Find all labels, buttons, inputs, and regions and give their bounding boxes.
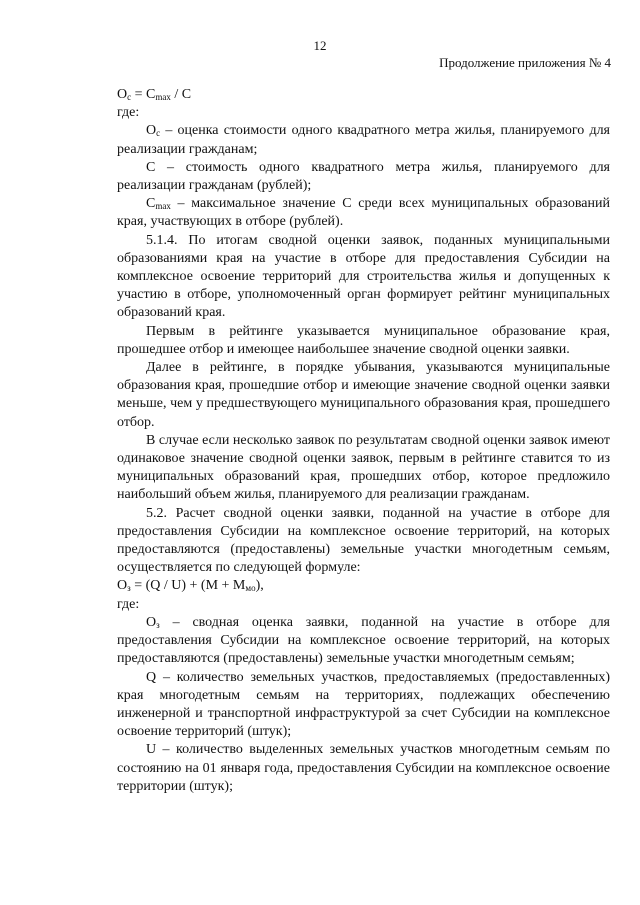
formula-oz-tail: ), (255, 578, 264, 594)
definition-q: Q – количество земельных участков, предоставляемых (предоставленных) края многодетным семьям на территориях, подлежащих обеспечению инженерной и транспортной инфраструктурой за счет Субсидии на комплексное освоение территорий (штук); (117, 669, 610, 740)
paragraph-equal-scores: В случае если несколько заявок по результатам сводной оценки заявок имеют одинаковое значение сводной оценки заявок, первым в рейтинге ставится то из муниципальных образований края, прошедших отбор, которое предложило наибольший объем жилья, планируемого для реализации гражданам. (117, 432, 610, 503)
definition-cmax-text: – максимальное значение С среди всех муниципальных образований края, участвующих в отборе (рублей). (117, 196, 610, 230)
formula-oc-lhs-sub: с (127, 92, 132, 102)
definition-cmax-sub: max (155, 201, 171, 212)
definition-oc-symbol: О (146, 123, 157, 139)
formula-oz-lhs-sub: з (127, 583, 131, 594)
document-body (117, 86, 610, 796)
formula-oc-max-sub: max (155, 92, 171, 102)
definition-oz-symbol: О (146, 614, 157, 630)
page-number: 12 (313, 38, 327, 53)
paragraph-next-in-rating: Далее в рейтинге, в порядке убывания, указываются муниципальные образования края, прошедшие отбор и имеющие значение сводной оценки заявки меньше, чем у предшествующего муниципального образования края, прошедшего отбор. (117, 360, 610, 430)
formula-oc (117, 86, 610, 104)
definition-cmax-symbol: С (146, 196, 156, 212)
where-label-2: где: (117, 596, 140, 612)
appendix-note: Продолжение приложения № 4 (439, 55, 611, 70)
formula-oz-lhs: О (117, 578, 128, 594)
formula-oz-mid: = (Q / U) + (M + M (130, 578, 246, 594)
formula-oc-eq: = С (131, 87, 156, 102)
formula-oz (117, 577, 610, 595)
definition-oc (117, 122, 610, 158)
formula-oc-lhs: О (117, 87, 128, 102)
paragraph-first-in-rating: Первым в рейтинге указывается муниципальное образование края, прошедшее отбор и имеющее наибольшее значение сводной оценки заявки. (117, 323, 610, 357)
definition-oc-text: – оценка стоимости одного квадратного метра жилья, планируемого для реализации гражданам; (117, 123, 610, 157)
definition-oz (117, 614, 610, 669)
paragraph-5-2: 5.2. Расчет сводной оценки заявки, поданной на участие в отборе для предоставления Субсидии на комплексное освоение территорий, на которых предоставляются (предоставлены) земельные участки многодетным семьям, осуществляется по следующей формуле: (117, 505, 610, 576)
definition-c: С – стоимость одного квадратного метра жилья, планируемого для реализации гражданам (рублей); (117, 159, 610, 194)
definition-oc-sub: с (156, 128, 161, 139)
paragraph-5-1-4: 5.1.4. По итогам сводной оценки заявок, поданных муниципальными образованиями края на участие в отборе для предоставления Субсидии на комплексное освоение территорий для строительства жилья и допущенных к участию в отборе, уполномоченный орган формирует рейтинг муниципальных образований края. (117, 232, 610, 321)
formula-oz-mmo-sub: мо (245, 583, 256, 594)
definition-oz-sub: з (156, 619, 160, 630)
definition-cmax (117, 195, 610, 231)
definition-oz-text: – сводная оценка заявки, поданной на участие в отборе для предоставления Субсидии на комплексное освоение территорий, на которых предоставляются (предоставлены) земельные участки многодетным семьям; (117, 614, 610, 667)
definition-u: U – количество выделенных земельных участков многодетным семьям по состоянию на 01 января года, предоставления Субсидии на комплексное освоение территории (штук); (117, 742, 610, 794)
where-label-1: где: (117, 105, 140, 121)
formula-oc-tail: / С (170, 87, 192, 102)
